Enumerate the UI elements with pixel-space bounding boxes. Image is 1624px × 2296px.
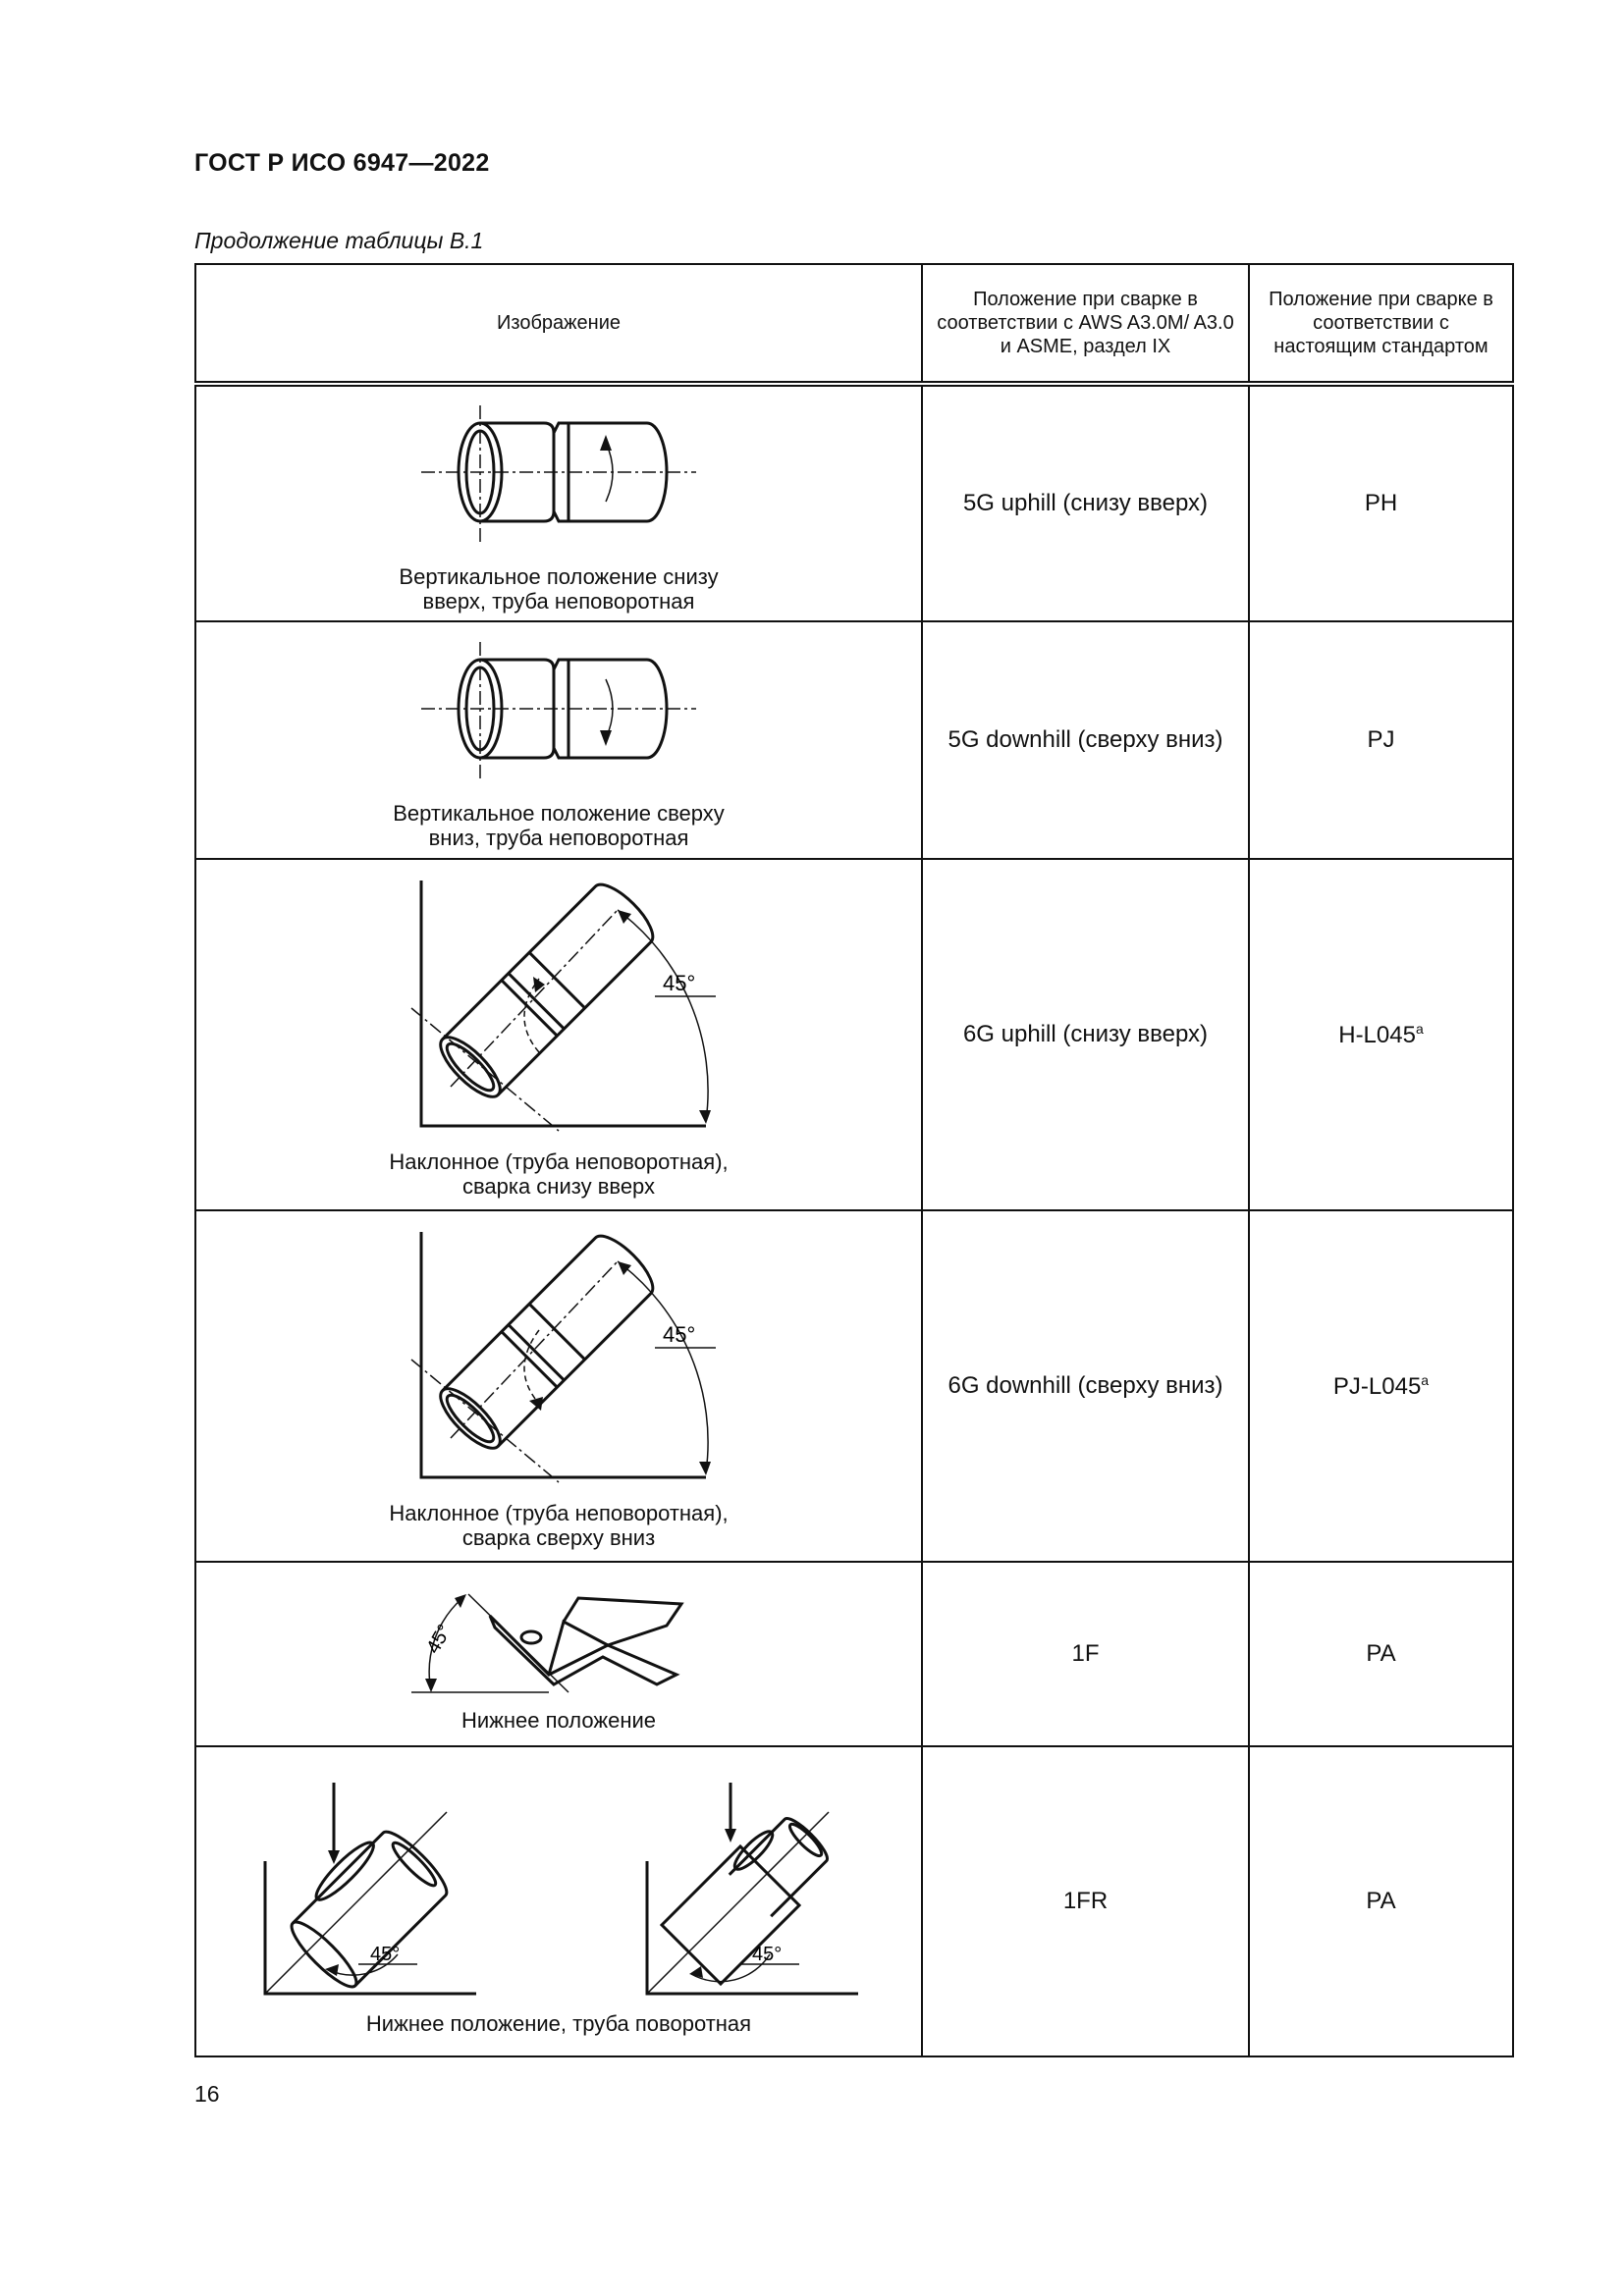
- angle-label: 45°: [422, 1620, 457, 1657]
- image-caption: Наклонное (труба неповоротная), сварка сверху вниз: [389, 1501, 729, 1550]
- document-header: ГОСТ Р ИСО 6947—2022: [194, 149, 490, 177]
- iso-position-cell: PA: [1249, 1562, 1513, 1746]
- iso-position-cell: PA: [1249, 1746, 1513, 2056]
- table-row: [195, 384, 1513, 621]
- image-caption: Наклонное (труба неповоротная), сварка снизу вверх: [389, 1149, 729, 1199]
- aws-position-cell: 1F: [922, 1562, 1249, 1746]
- fillet-flat-figure: [402, 1576, 716, 1704]
- aws-position-cell: 1FR: [922, 1746, 1249, 2056]
- angle-label: 45°: [369, 1943, 400, 1965]
- aws-position-cell: 6G downhill (сверху вниз): [922, 1210, 1249, 1562]
- image-caption: Нижнее положение: [461, 1707, 656, 1733]
- table-caption: Продолжение таблицы B.1: [194, 228, 484, 253]
- image-caption: Нижнее положение, труба поворотная: [365, 2010, 752, 2036]
- pipe-rotated-right-figure: [632, 1768, 868, 2003]
- table-row: [195, 859, 1513, 1210]
- image-caption: Вертикальное положение снизу вверх, труба неповоротная: [399, 564, 719, 614]
- column-header-image: Изображение: [195, 264, 922, 384]
- aws-position-cell: 5G uphill (снизу вверх): [922, 384, 1249, 621]
- welding-positions-table: [194, 263, 1514, 2057]
- image-cell: [195, 1562, 922, 1746]
- angle-label: 45°: [751, 1943, 782, 1965]
- angle-label: 45°: [663, 971, 696, 995]
- table-header-row: [195, 264, 1513, 384]
- iso-position-cell: PH: [1249, 384, 1513, 621]
- image-caption: Вертикальное положение сверху вниз, труба неповоротная: [393, 801, 725, 850]
- iso-position-cell: PJ: [1249, 621, 1513, 859]
- image-cell: [195, 859, 922, 1210]
- table-row: [195, 1562, 1513, 1746]
- pipe-vertical-uphill-figure: [411, 394, 706, 561]
- page-number: 16: [194, 2081, 220, 2107]
- image-cell: [195, 621, 922, 859]
- aws-position-cell: 5G downhill (сверху вниз): [922, 621, 1249, 859]
- table-row: [195, 1210, 1513, 1562]
- column-header-aws: Положение при сварке в соответствии с AWS A3.0M/ A3.0 и ASME, раздел IX: [922, 264, 1249, 384]
- image-cell: [195, 1746, 922, 2056]
- image-cell: [195, 1210, 922, 1562]
- pipe-inclined-uphill-figure: [392, 871, 726, 1146]
- aws-position-cell: 6G uphill (снизу вверх): [922, 859, 1249, 1210]
- table-row: [195, 621, 1513, 859]
- footnote-marker: a: [1421, 1371, 1430, 1388]
- pipe-inclined-downhill-figure: [392, 1222, 726, 1497]
- pipe-vertical-downhill-figure: [411, 630, 706, 797]
- column-header-iso: Положение при сварке в соответствии с настоящим стандартом: [1249, 264, 1513, 384]
- table-row: [195, 1746, 1513, 2056]
- pipe-rotated-left-figure: [250, 1768, 486, 2003]
- image-cell: [195, 384, 922, 621]
- footnote-marker: a: [1415, 1020, 1424, 1037]
- iso-position-cell: PJ-L045$^a$: [1249, 1210, 1513, 1562]
- angle-label: 45°: [663, 1322, 696, 1347]
- iso-position-cell: H-L045$^a$: [1249, 859, 1513, 1210]
